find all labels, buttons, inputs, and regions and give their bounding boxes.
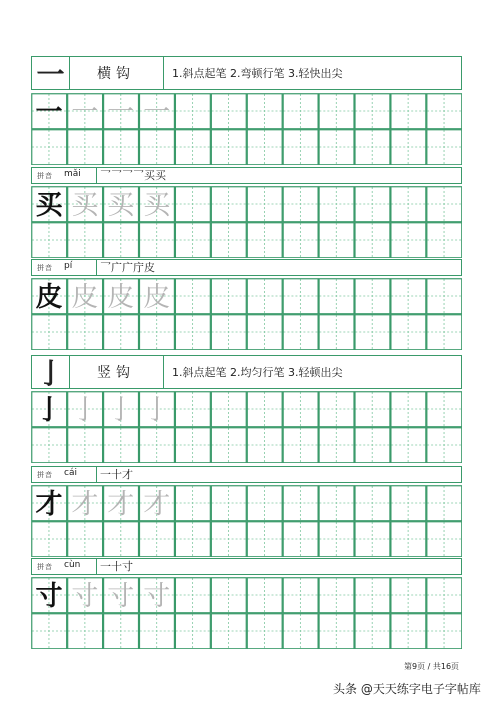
stroke-tips: 1.斜点起笔 2.均匀行笔 3.轻顿出尖 (172, 366, 343, 379)
pinyin-label: 拼音 (37, 264, 53, 272)
practice-grid-stroke-1 (31, 93, 462, 165)
trace-char: 亅 (71, 395, 99, 426)
practice-grid-stroke-2 (31, 391, 462, 463)
stroke-char: 一 (32, 57, 70, 89)
trace-char: 一 (71, 97, 99, 128)
word-label-row-3 (31, 466, 462, 483)
trace-char: 买 (107, 190, 135, 221)
page-number: 第9页 / 共16页 (404, 662, 460, 671)
trace-char: 一 (107, 97, 135, 128)
trace-char: 买 (71, 190, 99, 221)
trace-char: 一 (143, 97, 171, 128)
trace-char: 才 (71, 489, 99, 520)
practice-grid-word-2 (31, 278, 462, 350)
stroke-order: 一十才 (96, 466, 133, 482)
word-label-row-4 (31, 558, 462, 575)
trace-char: 买 (143, 190, 171, 221)
model-char: 一 (35, 97, 63, 128)
stroke-name: 竖钩 (69, 356, 164, 388)
trace-char: 皮 (107, 282, 135, 313)
model-char: 寸 (35, 581, 63, 612)
pinyin-text: cùn (64, 560, 81, 570)
trace-char: 亅 (107, 395, 135, 426)
stroke-header-1 (31, 56, 462, 90)
pinyin-label: 拼音 (37, 471, 53, 479)
trace-char: 寸 (143, 581, 171, 612)
stroke-order: 一十寸 (96, 558, 133, 574)
trace-char: 皮 (71, 282, 99, 313)
watermark: 头条 @天天练字电子字帖库 (333, 682, 481, 696)
word-label-row-1 (31, 167, 462, 184)
practice-grid-word-1 (31, 186, 462, 258)
stroke-order: 乛乛乛乛买买 (96, 167, 166, 183)
trace-char: 才 (143, 489, 171, 520)
stroke-header-2 (31, 355, 462, 389)
word-label-row-2 (31, 259, 462, 276)
pinyin-text: cái (64, 468, 77, 478)
trace-char: 寸 (107, 581, 135, 612)
model-char: 买 (35, 190, 63, 221)
model-char: 亅 (35, 395, 63, 426)
trace-char: 寸 (71, 581, 99, 612)
pinyin-label: 拼音 (37, 172, 53, 180)
model-char: 才 (35, 489, 63, 520)
trace-char: 皮 (143, 282, 171, 313)
stroke-char: 亅 (32, 356, 70, 388)
practice-grid-word-4 (31, 577, 462, 649)
stroke-tips: 1.斜点起笔 2.弯顿行笔 3.轻快出尖 (172, 67, 343, 80)
stroke-name: 横钩 (69, 57, 164, 89)
stroke-order: 乛广广庁皮 (96, 259, 155, 275)
practice-grid-word-3 (31, 485, 462, 557)
pinyin-label: 拼音 (37, 563, 53, 571)
pinyin-text: mǎi (64, 169, 81, 179)
pinyin-text: pí (64, 261, 73, 271)
trace-char: 亅 (143, 395, 171, 426)
trace-char: 才 (107, 489, 135, 520)
model-char: 皮 (35, 282, 63, 313)
